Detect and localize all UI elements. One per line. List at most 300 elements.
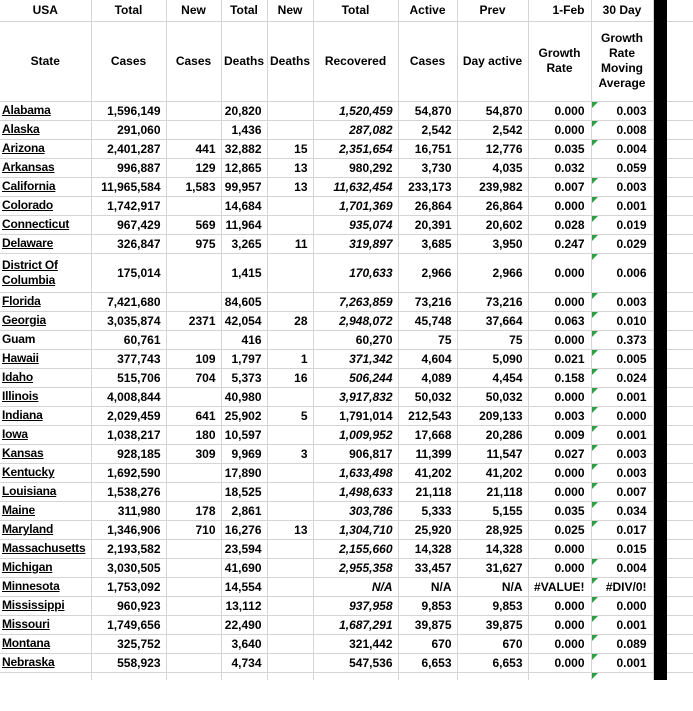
cell-recovered[interactable] (313, 158, 398, 177)
cell-recovered[interactable] (313, 577, 398, 596)
cell-growth[interactable] (528, 330, 591, 349)
cell-growth[interactable] (528, 139, 591, 158)
cell-deaths[interactable] (221, 482, 267, 501)
cell-cases[interactable] (91, 596, 166, 615)
cell-active[interactable] (398, 215, 457, 234)
cell-recovered[interactable] (313, 634, 398, 653)
cell-state[interactable] (0, 425, 91, 444)
state-link[interactable]: Minnesota (2, 579, 60, 593)
cell-active[interactable] (398, 139, 457, 158)
cell-prev[interactable] (457, 177, 528, 196)
cell-ma[interactable] (591, 501, 653, 520)
cell-recovered[interactable] (313, 444, 398, 463)
cell-deaths[interactable] (221, 196, 267, 215)
cell-deaths[interactable] (221, 406, 267, 425)
header-growth-rate[interactable]: Growth Rate (528, 21, 591, 101)
header-new-cases[interactable]: New (166, 0, 221, 21)
state-link[interactable]: District Of Columbia (2, 257, 58, 287)
cell-growth[interactable] (528, 615, 591, 634)
header-total-recovered[interactable]: Total (313, 0, 398, 21)
cell-cases[interactable] (91, 615, 166, 634)
header-cases-new[interactable]: Cases (166, 21, 221, 101)
cell-new_deaths[interactable] (267, 330, 313, 349)
cell-prev[interactable] (457, 101, 528, 120)
cell-new_cases[interactable] (166, 444, 221, 463)
cell-prev[interactable] (457, 615, 528, 634)
cell-new_cases[interactable] (166, 253, 221, 292)
cell-state[interactable] (0, 653, 91, 672)
cell-prev[interactable] (457, 406, 528, 425)
state-link[interactable]: Indiana (2, 408, 43, 422)
state-link[interactable]: Kentucky (2, 465, 55, 479)
cell-state[interactable] (0, 596, 91, 615)
cell-new_deaths[interactable] (267, 615, 313, 634)
cell-recovered[interactable] (313, 368, 398, 387)
cell-recovered[interactable] (313, 292, 398, 311)
cell-cases[interactable] (91, 539, 166, 558)
cell-prev[interactable] (457, 368, 528, 387)
cell-cases[interactable] (91, 349, 166, 368)
cell-active[interactable] (398, 634, 457, 653)
cell-prev[interactable] (457, 139, 528, 158)
cell-recovered[interactable] (313, 234, 398, 253)
cell-growth[interactable] (528, 234, 591, 253)
cell-recovered[interactable] (313, 120, 398, 139)
cell-growth[interactable] (528, 101, 591, 120)
cell-prev[interactable] (457, 463, 528, 482)
cell-new_deaths[interactable] (267, 196, 313, 215)
cell-state[interactable] (0, 520, 91, 539)
cell-new_cases[interactable] (166, 463, 221, 482)
cell-deaths[interactable] (221, 634, 267, 653)
cell-growth[interactable] (528, 253, 591, 292)
state-link[interactable]: Mississippi (2, 598, 65, 612)
cell-deaths[interactable] (221, 253, 267, 292)
cell-growth[interactable] (528, 482, 591, 501)
cell-growth[interactable] (528, 463, 591, 482)
cell-deaths[interactable] (221, 158, 267, 177)
cell-state[interactable] (0, 311, 91, 330)
cell-deaths[interactable] (221, 596, 267, 615)
cell-new_cases[interactable] (166, 520, 221, 539)
cell-deaths[interactable] (221, 101, 267, 120)
cell-deaths[interactable] (221, 615, 267, 634)
cell-new_deaths[interactable] (267, 387, 313, 406)
cell-deaths[interactable] (221, 139, 267, 158)
cell-recovered[interactable] (313, 177, 398, 196)
cell-active[interactable] (398, 120, 457, 139)
cell-prev[interactable] (457, 596, 528, 615)
cell-deaths[interactable] (221, 349, 267, 368)
cell-active[interactable] (398, 425, 457, 444)
cell-ma[interactable] (591, 253, 653, 292)
state-link[interactable]: Guam (2, 332, 36, 346)
cell-new_deaths[interactable] (267, 558, 313, 577)
cell-prev[interactable] (457, 653, 528, 672)
cell-growth[interactable] (528, 577, 591, 596)
cell-cases[interactable] (91, 120, 166, 139)
cell-state[interactable] (0, 139, 91, 158)
cell-active[interactable] (398, 653, 457, 672)
state-link[interactable]: Arkansas (2, 160, 55, 174)
cell-cases[interactable] (91, 425, 166, 444)
cell-recovered[interactable] (313, 330, 398, 349)
cell-ma[interactable] (591, 139, 653, 158)
cell-ma[interactable] (591, 234, 653, 253)
header-active-cases[interactable]: Cases (398, 21, 457, 101)
state-link[interactable]: Hawaii (2, 351, 39, 365)
cell-new_deaths[interactable] (267, 368, 313, 387)
cell-growth[interactable] (528, 444, 591, 463)
cell-ma[interactable] (591, 463, 653, 482)
cell-ma[interactable] (591, 368, 653, 387)
state-link[interactable]: Illinois (2, 389, 39, 403)
cell-new_deaths[interactable] (267, 120, 313, 139)
cell-growth[interactable] (528, 653, 591, 672)
cell-deaths[interactable] (221, 215, 267, 234)
cell-state[interactable] (0, 577, 91, 596)
cell-ma[interactable] (591, 196, 653, 215)
state-link[interactable]: Maine (2, 503, 36, 517)
cell-deaths[interactable] (221, 368, 267, 387)
state-link[interactable]: Maryland (2, 522, 54, 536)
cell-state[interactable] (0, 368, 91, 387)
state-link[interactable]: Missouri (2, 617, 50, 631)
cell-prev[interactable] (457, 253, 528, 292)
cell-deaths[interactable] (221, 577, 267, 596)
cell-new_cases[interactable] (166, 177, 221, 196)
cell-new_deaths[interactable] (267, 215, 313, 234)
state-link[interactable]: Alaska (2, 122, 40, 136)
cell-new_deaths[interactable] (267, 234, 313, 253)
cell-new_cases[interactable] (166, 653, 221, 672)
cell-cases[interactable] (91, 253, 166, 292)
cell-state[interactable] (0, 539, 91, 558)
cell-prev[interactable] (457, 539, 528, 558)
state-link[interactable]: Idaho (2, 370, 33, 384)
header-total-cases[interactable]: Total (91, 0, 166, 21)
cell-state[interactable] (0, 672, 91, 680)
cell-deaths[interactable] (221, 444, 267, 463)
cell-prev[interactable] (457, 558, 528, 577)
cell-ma[interactable] (591, 634, 653, 653)
cell-new_deaths[interactable] (267, 672, 313, 680)
header-total-deaths[interactable]: Total (221, 0, 267, 21)
cell-growth[interactable] (528, 596, 591, 615)
cell-state[interactable] (0, 406, 91, 425)
header-deaths-new[interactable]: Deaths (267, 21, 313, 101)
cell-deaths[interactable] (221, 234, 267, 253)
cell-cases[interactable] (91, 444, 166, 463)
cell-prev[interactable] (457, 292, 528, 311)
cell-new_deaths[interactable] (267, 539, 313, 558)
cell-cases[interactable] (91, 177, 166, 196)
cell-active[interactable] (398, 444, 457, 463)
state-link[interactable]: California (2, 179, 56, 193)
cell-cases[interactable] (91, 158, 166, 177)
cell-new_cases[interactable] (166, 158, 221, 177)
cell-active[interactable] (398, 463, 457, 482)
cell-new_cases[interactable] (166, 139, 221, 158)
header-30-day[interactable]: 30 Day (591, 0, 653, 21)
cell-new_cases[interactable] (166, 482, 221, 501)
cell-ma[interactable] (591, 520, 653, 539)
cell-recovered[interactable] (313, 615, 398, 634)
cell-recovered[interactable] (313, 672, 398, 680)
cell-deaths[interactable] (221, 311, 267, 330)
cell-state[interactable] (0, 558, 91, 577)
cell-recovered[interactable] (313, 253, 398, 292)
cell-active[interactable] (398, 387, 457, 406)
cell-new_deaths[interactable] (267, 139, 313, 158)
cell-new_deaths[interactable] (267, 177, 313, 196)
state-link[interactable]: Arizona (2, 141, 45, 155)
cell-prev[interactable] (457, 577, 528, 596)
cell-new_cases[interactable] (166, 672, 221, 680)
cell-active[interactable] (398, 158, 457, 177)
header-cases[interactable]: Cases (91, 21, 166, 101)
state-link[interactable]: Kansas (2, 446, 44, 460)
cell-state[interactable] (0, 349, 91, 368)
cell-new_deaths[interactable] (267, 425, 313, 444)
cell-cases[interactable] (91, 292, 166, 311)
header-deaths[interactable]: Deaths (221, 21, 267, 101)
cell-new_cases[interactable] (166, 330, 221, 349)
cell-ma[interactable] (591, 425, 653, 444)
cell-ma[interactable] (591, 653, 653, 672)
cell-prev[interactable] (457, 330, 528, 349)
cell-ma[interactable] (591, 158, 653, 177)
cell-recovered[interactable] (313, 425, 398, 444)
cell-prev[interactable] (457, 501, 528, 520)
cell-recovered[interactable] (313, 139, 398, 158)
cell-growth[interactable] (528, 196, 591, 215)
cell-new_deaths[interactable] (267, 444, 313, 463)
cell-prev[interactable] (457, 234, 528, 253)
cell-new_deaths[interactable] (267, 463, 313, 482)
cell-recovered[interactable] (313, 596, 398, 615)
cell-ma[interactable] (591, 596, 653, 615)
state-link[interactable]: Nebraska (2, 655, 55, 669)
cell-growth[interactable] (528, 177, 591, 196)
cell-cases[interactable] (91, 311, 166, 330)
cell-deaths[interactable] (221, 520, 267, 539)
state-link[interactable]: Colorado (2, 198, 54, 212)
cell-cases[interactable] (91, 196, 166, 215)
cell-deaths[interactable] (221, 292, 267, 311)
cell-growth[interactable] (528, 349, 591, 368)
state-link[interactable]: Michigan (2, 560, 53, 574)
cell-growth[interactable] (528, 520, 591, 539)
cell-new_deaths[interactable] (267, 596, 313, 615)
cell-new_deaths[interactable] (267, 634, 313, 653)
header-prev[interactable]: Prev (457, 0, 528, 21)
cell-new_deaths[interactable] (267, 292, 313, 311)
cell-active[interactable] (398, 311, 457, 330)
cell-deaths[interactable] (221, 120, 267, 139)
cell-active[interactable] (398, 501, 457, 520)
cell-state[interactable] (0, 253, 91, 292)
cell-new_cases[interactable] (166, 292, 221, 311)
cell-new_cases[interactable] (166, 387, 221, 406)
cell-cases[interactable] (91, 634, 166, 653)
cell-growth[interactable] (528, 539, 591, 558)
cell-active[interactable] (398, 520, 457, 539)
state-link[interactable]: Massachusetts (2, 541, 86, 555)
cell-new_deaths[interactable] (267, 406, 313, 425)
cell-active[interactable] (398, 558, 457, 577)
cell-prev[interactable] (457, 215, 528, 234)
cell-new_deaths[interactable] (267, 482, 313, 501)
cell-recovered[interactable] (313, 520, 398, 539)
cell-ma[interactable] (591, 120, 653, 139)
cell-new_cases[interactable] (166, 615, 221, 634)
cell-prev[interactable] (457, 120, 528, 139)
cell-new_cases[interactable] (166, 634, 221, 653)
cell-active[interactable] (398, 234, 457, 253)
cell-growth[interactable] (528, 501, 591, 520)
cell-active[interactable] (398, 196, 457, 215)
state-link[interactable]: Montana (2, 636, 50, 650)
cell-growth[interactable] (528, 215, 591, 234)
cell-growth[interactable] (528, 158, 591, 177)
header-day-active[interactable]: Day active (457, 21, 528, 101)
cell-prev[interactable] (457, 634, 528, 653)
state-link[interactable]: Florida (2, 294, 41, 308)
cell-new_cases[interactable] (166, 215, 221, 234)
cell-new_deaths[interactable] (267, 653, 313, 672)
cell-active[interactable] (398, 596, 457, 615)
cell-cases[interactable] (91, 463, 166, 482)
cell-prev[interactable] (457, 311, 528, 330)
cell-deaths[interactable] (221, 539, 267, 558)
cell-new_cases[interactable] (166, 425, 221, 444)
cell-cases[interactable] (91, 387, 166, 406)
cell-deaths[interactable] (221, 177, 267, 196)
cell-recovered[interactable] (313, 482, 398, 501)
cell-active[interactable] (398, 177, 457, 196)
cell-ma[interactable] (591, 177, 653, 196)
cell-ma[interactable] (591, 539, 653, 558)
cell-recovered[interactable] (313, 349, 398, 368)
cell-cases[interactable] (91, 672, 166, 680)
state-link[interactable]: Alabama (2, 103, 51, 117)
cell-recovered[interactable] (313, 501, 398, 520)
cell-state[interactable] (0, 444, 91, 463)
cell-active[interactable] (398, 292, 457, 311)
cell-state[interactable] (0, 177, 91, 196)
cell-cases[interactable] (91, 520, 166, 539)
cell-cases[interactable] (91, 215, 166, 234)
cell-new_cases[interactable] (166, 234, 221, 253)
header-usa[interactable]: USA (0, 0, 91, 21)
cell-cases[interactable] (91, 101, 166, 120)
cell-state[interactable] (0, 215, 91, 234)
state-link[interactable]: Georgia (2, 313, 46, 327)
cell-new_cases[interactable] (166, 196, 221, 215)
cell-state[interactable] (0, 330, 91, 349)
cell-growth[interactable] (528, 311, 591, 330)
cell-new_cases[interactable] (166, 368, 221, 387)
cell-ma[interactable] (591, 311, 653, 330)
header-growth-rate-moving-average[interactable]: Growth Rate Moving Average (591, 21, 653, 101)
cell-deaths[interactable] (221, 501, 267, 520)
cell-prev[interactable] (457, 672, 528, 680)
cell-ma[interactable] (591, 672, 653, 680)
cell-recovered[interactable] (313, 463, 398, 482)
cell-deaths[interactable] (221, 558, 267, 577)
cell-state[interactable] (0, 463, 91, 482)
header-active[interactable]: Active (398, 0, 457, 21)
cell-ma[interactable] (591, 387, 653, 406)
cell-cases[interactable] (91, 653, 166, 672)
cell-recovered[interactable] (313, 653, 398, 672)
cell-active[interactable] (398, 539, 457, 558)
cell-growth[interactable] (528, 634, 591, 653)
cell-deaths[interactable] (221, 330, 267, 349)
cell-new_cases[interactable] (166, 120, 221, 139)
cell-recovered[interactable] (313, 406, 398, 425)
cell-state[interactable] (0, 158, 91, 177)
cell-recovered[interactable] (313, 539, 398, 558)
cell-prev[interactable] (457, 444, 528, 463)
cell-state[interactable] (0, 101, 91, 120)
cell-new_cases[interactable] (166, 311, 221, 330)
cell-growth[interactable] (528, 292, 591, 311)
cell-ma[interactable] (591, 349, 653, 368)
cell-cases[interactable] (91, 577, 166, 596)
cell-prev[interactable] (457, 158, 528, 177)
cell-prev[interactable] (457, 196, 528, 215)
cell-new_cases[interactable] (166, 101, 221, 120)
cell-new_deaths[interactable] (267, 520, 313, 539)
header-recovered[interactable]: Recovered (313, 21, 398, 101)
cell-cases[interactable] (91, 330, 166, 349)
cell-cases[interactable] (91, 406, 166, 425)
cell-new_cases[interactable] (166, 501, 221, 520)
cell-active[interactable] (398, 253, 457, 292)
cell-state[interactable] (0, 120, 91, 139)
cell-new_deaths[interactable] (267, 101, 313, 120)
cell-recovered[interactable] (313, 311, 398, 330)
cell-cases[interactable] (91, 139, 166, 158)
cell-growth[interactable] (528, 387, 591, 406)
header-new-deaths[interactable]: New (267, 0, 313, 21)
cell-state[interactable] (0, 501, 91, 520)
cell-new_deaths[interactable] (267, 253, 313, 292)
cell-state[interactable] (0, 196, 91, 215)
cell-state[interactable] (0, 482, 91, 501)
cell-growth[interactable] (528, 558, 591, 577)
cell-deaths[interactable] (221, 387, 267, 406)
cell-new_cases[interactable] (166, 539, 221, 558)
cell-ma[interactable] (591, 406, 653, 425)
cell-new_cases[interactable] (166, 558, 221, 577)
cell-active[interactable] (398, 672, 457, 680)
cell-new_cases[interactable] (166, 596, 221, 615)
cell-active[interactable] (398, 101, 457, 120)
cell-recovered[interactable] (313, 215, 398, 234)
cell-new_cases[interactable] (166, 406, 221, 425)
cell-deaths[interactable] (221, 425, 267, 444)
cell-growth[interactable] (528, 120, 591, 139)
cell-new_deaths[interactable] (267, 501, 313, 520)
cell-new_cases[interactable] (166, 349, 221, 368)
cell-recovered[interactable] (313, 558, 398, 577)
cell-ma[interactable] (591, 615, 653, 634)
cell-ma[interactable] (591, 292, 653, 311)
header-date-1-feb[interactable]: 1-Feb (528, 0, 591, 21)
